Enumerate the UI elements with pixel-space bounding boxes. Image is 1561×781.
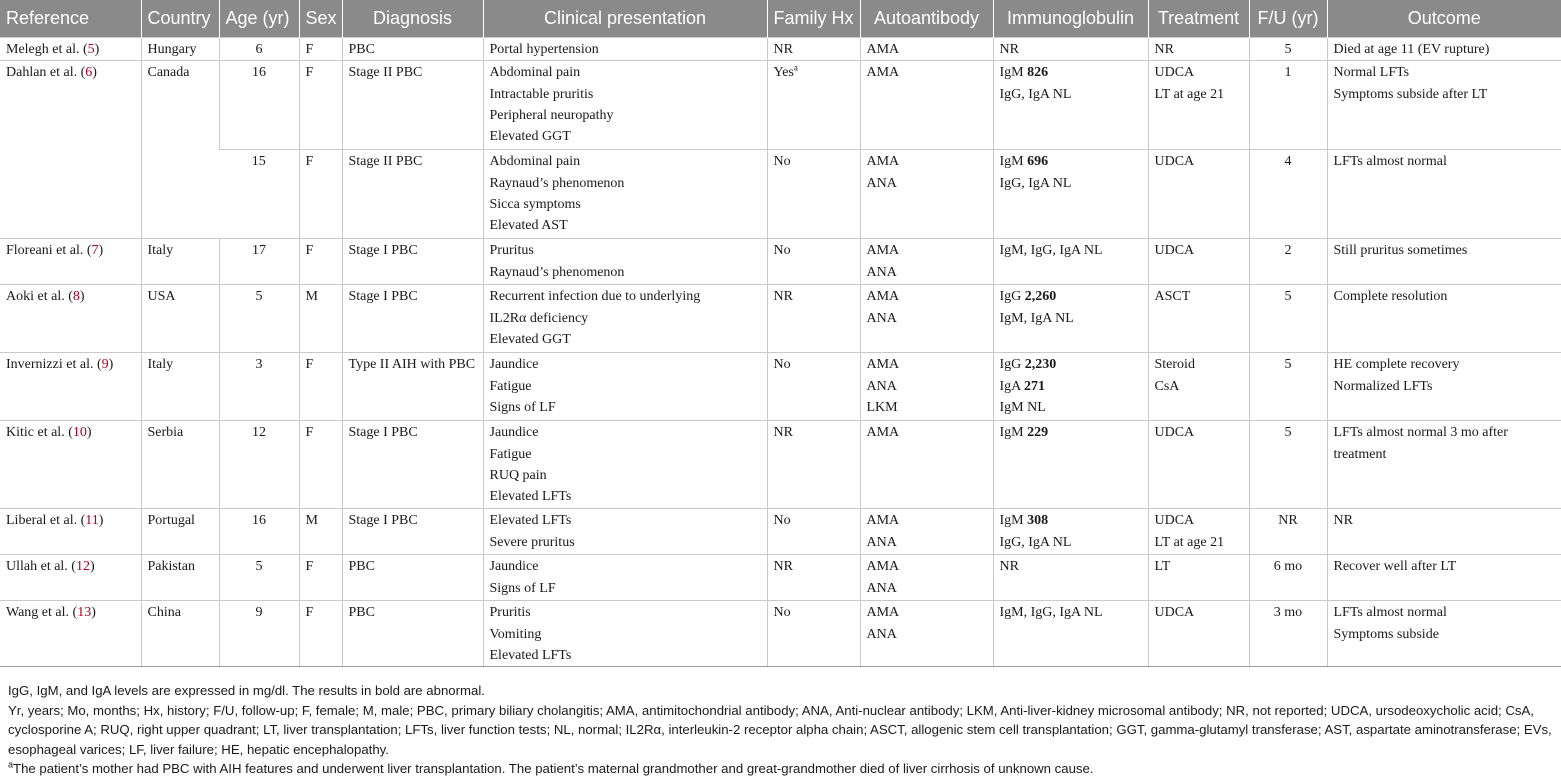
autoantibody-item: ANA — [866, 580, 897, 596]
outcome-item: Still pruritus sometimes — [1333, 243, 1468, 259]
treatment-item: LT at age 21 — [1154, 534, 1225, 550]
clinical-item: Elevated AST — [489, 218, 568, 234]
cell-immunoglobulin — [993, 150, 1148, 239]
cell-sex: F — [299, 421, 342, 509]
cell-age: 6 — [219, 38, 299, 61]
cell-diagnosis: Stage II PBC — [342, 150, 483, 239]
cell-clinical — [483, 601, 767, 667]
cell-autoantibody — [860, 61, 993, 150]
table-row — [0, 239, 1561, 285]
header-reference: Reference — [0, 0, 141, 38]
cell-reference — [0, 509, 141, 555]
reference-link[interactable]: 7 — [91, 243, 99, 259]
cell-treatment — [1148, 150, 1249, 239]
cell-autoantibody — [860, 150, 993, 239]
cell-treatment — [1148, 353, 1249, 421]
treatment-item: ASCT — [1154, 289, 1191, 305]
reference-author: Aoki et al. ( — [6, 289, 73, 305]
immunoglobulin-name: IgM — [999, 154, 1028, 170]
cell-age: 12 — [219, 421, 299, 509]
cell-diagnosis: Stage I PBC — [342, 239, 483, 285]
immunoglobulin-line — [1000, 151, 1142, 172]
cell-followup: 1 — [1249, 61, 1327, 150]
immunoglobulin-line — [1000, 84, 1142, 105]
clinical-item: Elevated LFTs — [489, 489, 572, 505]
immunoglobulin-name: IgA — [999, 378, 1024, 394]
header-immunoglobulin: Immunoglobulin — [993, 0, 1148, 38]
immunoglobulin-text: IgG, IgA NL — [999, 175, 1072, 191]
clinical-item: Intractable pruritis — [489, 86, 594, 102]
outcome-item: Normal LFTs — [1333, 65, 1410, 81]
family-history-value: No — [773, 605, 791, 621]
outcome-item: LFTs almost normal — [1333, 154, 1447, 170]
cell-followup: 5 — [1249, 285, 1327, 353]
cell-reference — [0, 61, 141, 239]
immunoglobulin-name: IgG — [999, 357, 1025, 373]
clinical-item: Recurrent infection due to underlying — [489, 289, 701, 305]
immunoglobulin-name: IgM — [999, 65, 1028, 81]
autoantibody-item: ANA — [866, 378, 897, 394]
immunoglobulin-line — [1000, 602, 1142, 623]
family-history-value: No — [773, 243, 791, 259]
table-row — [0, 285, 1561, 353]
autoantibody-item: AMA — [866, 65, 900, 81]
autoantibody-item: AMA — [866, 154, 900, 170]
clinical-item: Abdominal pain — [489, 154, 581, 170]
cell-immunoglobulin — [993, 38, 1148, 61]
cell-followup: 6 mo — [1249, 555, 1327, 601]
immunoglobulin-line — [1000, 422, 1142, 443]
immunoglobulin-line — [1000, 308, 1142, 329]
reference-author: Melegh et al. ( — [6, 42, 88, 57]
immunoglobulin-name: IgG — [999, 289, 1025, 305]
cell-family-history — [767, 239, 860, 285]
table-row — [0, 421, 1561, 509]
cell-autoantibody — [860, 38, 993, 61]
cell-diagnosis: PBC — [342, 555, 483, 601]
cell-reference — [0, 421, 141, 509]
reference-link[interactable]: 5 — [87, 42, 95, 57]
cell-diagnosis: Stage I PBC — [342, 509, 483, 555]
autoantibody-item: AMA — [866, 42, 900, 57]
cell-outcome — [1327, 555, 1561, 601]
cell-treatment — [1148, 601, 1249, 667]
header-sex: Sex — [299, 0, 342, 38]
cell-family-history — [767, 421, 860, 509]
cell-diagnosis: Stage II PBC — [342, 61, 483, 150]
cell-family-history — [767, 509, 860, 555]
header-row — [0, 0, 1561, 38]
immunoglobulin-line — [1000, 376, 1142, 397]
outcome-item: Symptoms subside — [1333, 626, 1439, 642]
immunoglobulin-abnormal-value: 271 — [1024, 378, 1045, 394]
cell-autoantibody — [860, 285, 993, 353]
note-abbreviations: Yr, years; Mo, months; Hx, history; F/U, follow-up; F, female; M, male; PBC, primary biliary cholangitis; AMA, antimitochondrial antibody; ANA, Anti-nuclear antibody; LKM, Anti-liver-kidney microsomal antibody; NR, not reported; UDCA, ursodeoxycholic acid; CsA, cyclosporine A; RUQ, right upper quadrant; LT, liver transplantation; LFTs, liver function tests; NL, normal; IL2Rα, interleukin-2 receptor alpha chain; ASCT, allogenic stem cell transplantation; GGT, gamma-glutamyl transferase; AST, aspartate aminotransferase; EVs, esophageal varices; LF, liver failure; HE, hepatic encephalopathy. — [8, 702, 1552, 757]
autoantibody-item: ANA — [866, 175, 897, 191]
treatment-item: LT — [1154, 559, 1171, 575]
autoantibody-item: AMA — [866, 513, 900, 529]
clinical-item: Vomiting — [489, 626, 542, 642]
cell-diagnosis: Type II AIH with PBC — [342, 353, 483, 421]
reference-link[interactable]: 13 — [77, 605, 92, 621]
cell-clinical — [483, 509, 767, 555]
clinical-item: Elevated LFTs — [489, 513, 572, 529]
clinical-item: Portal hypertension — [489, 42, 599, 57]
reference-author: Invernizzi et al. ( — [6, 357, 102, 373]
table-body — [0, 38, 1561, 667]
cell-family-history — [767, 38, 860, 61]
table-row — [0, 150, 1561, 239]
treatment-item: LT at age 21 — [1154, 86, 1225, 102]
cell-clinical — [483, 285, 767, 353]
clinical-item: Elevated GGT — [489, 129, 571, 145]
immunoglobulin-text: NR — [999, 559, 1019, 575]
cell-immunoglobulin — [993, 61, 1148, 150]
family-history-value: No — [773, 154, 791, 170]
cell-reference — [0, 353, 141, 421]
cell-clinical — [483, 150, 767, 239]
immunoglobulin-abnormal-value: 2,230 — [1024, 357, 1057, 373]
autoantibody-item: ANA — [866, 310, 897, 326]
header-family: Family Hx — [767, 0, 860, 38]
cell-treatment — [1148, 239, 1249, 285]
cell-treatment — [1148, 421, 1249, 509]
clinical-item: Severe pruritus — [489, 534, 575, 550]
cell-family-history — [767, 285, 860, 353]
reference-link[interactable]: 10 — [72, 425, 87, 441]
autoantibody-item: AMA — [866, 605, 900, 621]
cell-country: Serbia — [141, 421, 219, 509]
reference-author: Wang et al. ( — [6, 605, 78, 621]
immunoglobulin-abnormal-value: 696 — [1027, 154, 1049, 170]
immunoglobulin-abnormal-value: 308 — [1027, 513, 1049, 529]
immunoglobulin-text: IgG, IgA NL — [999, 534, 1072, 550]
cell-followup: 5 — [1249, 421, 1327, 509]
autoantibody-item: ANA — [866, 626, 897, 642]
clinical-item: Elevated GGT — [489, 331, 571, 347]
cell-diagnosis: PBC — [342, 601, 483, 667]
cell-reference — [0, 38, 141, 61]
note-footnote — [8, 759, 1558, 779]
cell-autoantibody — [860, 509, 993, 555]
cell-treatment — [1148, 38, 1249, 61]
cell-autoantibody — [860, 555, 993, 601]
clinical-item: Signs of LF — [489, 580, 556, 596]
immunoglobulin-name: IgM — [999, 513, 1028, 529]
cell-reference — [0, 239, 141, 285]
autoantibody-item: LKM — [866, 399, 898, 415]
reference-author: Floreani et al. ( — [6, 243, 92, 259]
immunoglobulin-line — [1000, 62, 1142, 83]
cell-followup: 2 — [1249, 239, 1327, 285]
family-history-value: No — [773, 513, 791, 529]
immunoglobulin-text: IgM, IgG, IgA NL — [999, 605, 1103, 621]
cell-immunoglobulin — [993, 239, 1148, 285]
outcome-item: HE complete recovery — [1333, 357, 1460, 373]
reference-close-paren: ) — [98, 513, 104, 529]
cell-clinical — [483, 353, 767, 421]
treatment-item: UDCA — [1154, 605, 1195, 621]
cell-autoantibody — [860, 239, 993, 285]
header-outcome: Outcome — [1327, 0, 1561, 38]
cell-country: Portugal — [141, 509, 219, 555]
family-history-value: Yes — [773, 65, 794, 81]
cell-country: Italy — [141, 239, 219, 285]
autoantibody-item: AMA — [866, 243, 900, 259]
table-notes — [8, 681, 1558, 779]
reference-close-paren: ) — [79, 289, 85, 305]
footnote-text: The patient’s mother had PBC with AIH features and underwent liver transplantation. The patient’s maternal grandmother and great-grandmother died of liver cirrhosis of unknown cause. — [13, 761, 1094, 776]
header-country: Country — [141, 0, 219, 38]
reference-close-paren: ) — [86, 425, 92, 441]
cell-sex: F — [299, 239, 342, 285]
table-row — [0, 61, 1561, 150]
family-history-value: NR — [773, 289, 793, 305]
cell-outcome — [1327, 285, 1561, 353]
immunoglobulin-name: IgM — [999, 425, 1028, 441]
cell-age: 15 — [219, 150, 299, 239]
cell-family-history — [767, 150, 860, 239]
cell-reference — [0, 601, 141, 667]
clinical-item: Jaundice — [489, 559, 539, 575]
cell-outcome — [1327, 38, 1561, 61]
clinical-item: Peripheral neuropathy — [489, 107, 614, 123]
treatment-item: UDCA — [1154, 65, 1195, 81]
cell-outcome — [1327, 353, 1561, 421]
cell-outcome — [1327, 509, 1561, 555]
cell-age: 17 — [219, 239, 299, 285]
immunoglobulin-line — [1000, 556, 1142, 577]
family-history-value: NR — [773, 425, 793, 441]
cell-family-history — [767, 601, 860, 667]
cell-reference — [0, 285, 141, 353]
cell-outcome — [1327, 601, 1561, 667]
immunoglobulin-line — [1000, 286, 1142, 307]
cell-outcome — [1327, 61, 1561, 150]
cell-treatment — [1148, 285, 1249, 353]
cell-country: Hungary — [141, 38, 219, 61]
treatment-item: UDCA — [1154, 243, 1195, 259]
cell-age: 16 — [219, 509, 299, 555]
cell-sex: F — [299, 601, 342, 667]
cell-treatment — [1148, 61, 1249, 150]
clinical-item: Elevated LFTs — [489, 647, 572, 663]
immunoglobulin-line — [1000, 397, 1142, 418]
treatment-item: NR — [1154, 42, 1174, 57]
immunoglobulin-line — [1000, 240, 1142, 261]
clinical-item: IL2Rα deficiency — [489, 310, 589, 326]
cell-age: 5 — [219, 285, 299, 353]
reference-link[interactable]: 12 — [75, 559, 90, 575]
immunoglobulin-abnormal-value: 826 — [1027, 65, 1049, 81]
cell-autoantibody — [860, 601, 993, 667]
autoantibody-item: AMA — [866, 425, 900, 441]
treatment-item: Steroid — [1154, 357, 1195, 373]
clinical-item: Pruritus — [489, 243, 534, 259]
cell-clinical — [483, 421, 767, 509]
reference-close-paren: ) — [89, 559, 95, 575]
cell-country: Canada — [141, 61, 219, 239]
reference-close-paren: ) — [92, 65, 97, 81]
cell-age: 16 — [219, 61, 299, 150]
cell-age: 5 — [219, 555, 299, 601]
autoantibody-item: AMA — [866, 289, 900, 305]
outcome-item: Recover well after LT — [1333, 559, 1457, 575]
immunoglobulin-text: IgG, IgA NL — [999, 86, 1072, 102]
reference-close-paren: ) — [108, 357, 114, 373]
autoantibody-item: ANA — [866, 534, 897, 550]
cell-immunoglobulin — [993, 601, 1148, 667]
reference-close-paren: ) — [91, 605, 96, 621]
cell-clinical — [483, 555, 767, 601]
reference-link[interactable]: 9 — [101, 357, 109, 373]
header-diagnosis: Diagnosis — [342, 0, 483, 38]
cell-followup: 5 — [1249, 353, 1327, 421]
immunoglobulin-line — [1000, 39, 1142, 60]
outcome-item: Normalized LFTs — [1333, 378, 1433, 394]
immunoglobulin-abnormal-value: 2,260 — [1024, 289, 1057, 305]
treatment-item: UDCA — [1154, 425, 1195, 441]
cell-immunoglobulin — [993, 353, 1148, 421]
cell-diagnosis: Stage I PBC — [342, 285, 483, 353]
reference-author: Ullah et al. ( — [6, 559, 76, 575]
immunoglobulin-abnormal-value: 229 — [1027, 425, 1049, 441]
outcome-item: Died at age 11 (EV rupture) — [1333, 42, 1490, 57]
header-age: Age (yr) — [219, 0, 299, 38]
cell-outcome — [1327, 421, 1561, 509]
cell-sex: F — [299, 353, 342, 421]
immunoglobulin-text: IgM NL — [999, 399, 1046, 415]
cell-country: Pakistan — [141, 555, 219, 601]
reference-close-paren: ) — [94, 42, 100, 57]
reference-author: Kitic et al. ( — [6, 425, 73, 441]
header-clinical: Clinical presentation — [483, 0, 767, 38]
immunoglobulin-text: NR — [999, 42, 1019, 57]
table-row — [0, 601, 1561, 667]
cell-sex: M — [299, 509, 342, 555]
cell-sex: M — [299, 285, 342, 353]
cell-treatment — [1148, 555, 1249, 601]
immunoglobulin-text: IgM, IgG, IgA NL — [999, 243, 1103, 259]
clinical-item: Fatigue — [489, 446, 532, 462]
cell-followup: 4 — [1249, 150, 1327, 239]
outcome-item: Symptoms subside after LT — [1333, 86, 1488, 102]
cell-clinical — [483, 38, 767, 61]
cell-treatment — [1148, 509, 1249, 555]
header-autoantibody: Autoantibody — [860, 0, 993, 38]
reference-author: Liberal et al. ( — [6, 513, 86, 529]
clinical-item: Raynaud’s phenomenon — [489, 264, 625, 280]
cell-age: 9 — [219, 601, 299, 667]
table-row — [0, 555, 1561, 601]
table-row — [0, 353, 1561, 421]
cell-family-history — [767, 353, 860, 421]
cell-autoantibody — [860, 353, 993, 421]
outcome-item: Complete resolution — [1333, 289, 1448, 305]
cell-sex: F — [299, 38, 342, 61]
clinical-item: RUQ pain — [489, 467, 547, 483]
clinical-item: Pruritis — [489, 605, 531, 621]
cell-followup: NR — [1249, 509, 1327, 555]
immunoglobulin-text: IgM, IgA NL — [999, 310, 1074, 326]
immunoglobulin-line — [1000, 532, 1142, 553]
autoantibody-item: ANA — [866, 264, 897, 280]
cell-immunoglobulin — [993, 509, 1148, 555]
cell-immunoglobulin — [993, 421, 1148, 509]
reference-author: Dahlan et al. ( — [6, 65, 86, 81]
outcome-item: LFTs almost normal — [1333, 605, 1447, 621]
reference-link[interactable]: 8 — [72, 289, 80, 305]
reference-link[interactable]: 6 — [85, 65, 93, 81]
treatment-item: CsA — [1154, 378, 1180, 394]
footnote-mark: a — [793, 62, 798, 73]
cell-immunoglobulin — [993, 285, 1148, 353]
cell-immunoglobulin — [993, 555, 1148, 601]
immunoglobulin-line — [1000, 173, 1142, 194]
immunoglobulin-line — [1000, 510, 1142, 531]
clinical-item: Abdominal pain — [489, 65, 581, 81]
treatment-item: UDCA — [1154, 154, 1195, 170]
header-treatment: Treatment — [1148, 0, 1249, 38]
note-units: IgG, IgM, and IgA levels are expressed in mg/dl. The results in bold are abnormal. — [8, 683, 485, 698]
cell-diagnosis: Stage I PBC — [342, 421, 483, 509]
cell-sex: F — [299, 555, 342, 601]
clinical-item: Fatigue — [489, 378, 532, 394]
table-row — [0, 509, 1561, 555]
cell-followup: 3 mo — [1249, 601, 1327, 667]
cell-followup: 5 — [1249, 38, 1327, 61]
cell-country: Italy — [141, 353, 219, 421]
autoantibody-item: AMA — [866, 357, 900, 373]
family-history-value: NR — [773, 42, 793, 57]
family-history-value: No — [773, 357, 791, 373]
cell-outcome — [1327, 239, 1561, 285]
header-followup: F/U (yr) — [1249, 0, 1327, 38]
cell-family-history — [767, 61, 860, 150]
cell-autoantibody — [860, 421, 993, 509]
cell-sex: F — [299, 61, 342, 150]
clinical-item: Sicca symptoms — [489, 196, 581, 212]
reference-close-paren: ) — [98, 243, 104, 259]
cell-country: China — [141, 601, 219, 667]
clinical-item: Signs of LF — [489, 399, 556, 415]
outcome-item: NR — [1333, 513, 1353, 529]
cell-diagnosis: PBC — [342, 38, 483, 61]
autoantibody-item: AMA — [866, 559, 900, 575]
cell-family-history — [767, 555, 860, 601]
clinical-item: Jaundice — [489, 357, 539, 373]
cell-clinical — [483, 61, 767, 150]
cell-reference — [0, 555, 141, 601]
clinical-item: Jaundice — [489, 425, 539, 441]
footnote-mark: a — [8, 759, 14, 770]
reference-link[interactable]: 11 — [85, 513, 99, 529]
cell-age: 3 — [219, 353, 299, 421]
immunoglobulin-line — [1000, 354, 1142, 375]
treatment-item: UDCA — [1154, 513, 1195, 529]
outcome-item: LFTs almost normal 3 mo after treatment — [1333, 425, 1508, 462]
cell-outcome — [1327, 150, 1561, 239]
cell-sex: F — [299, 150, 342, 239]
cell-country: USA — [141, 285, 219, 353]
cell-clinical — [483, 239, 767, 285]
clinical-item: Raynaud’s phenomenon — [489, 175, 625, 191]
table-row — [0, 38, 1561, 61]
family-history-value: NR — [773, 559, 793, 575]
